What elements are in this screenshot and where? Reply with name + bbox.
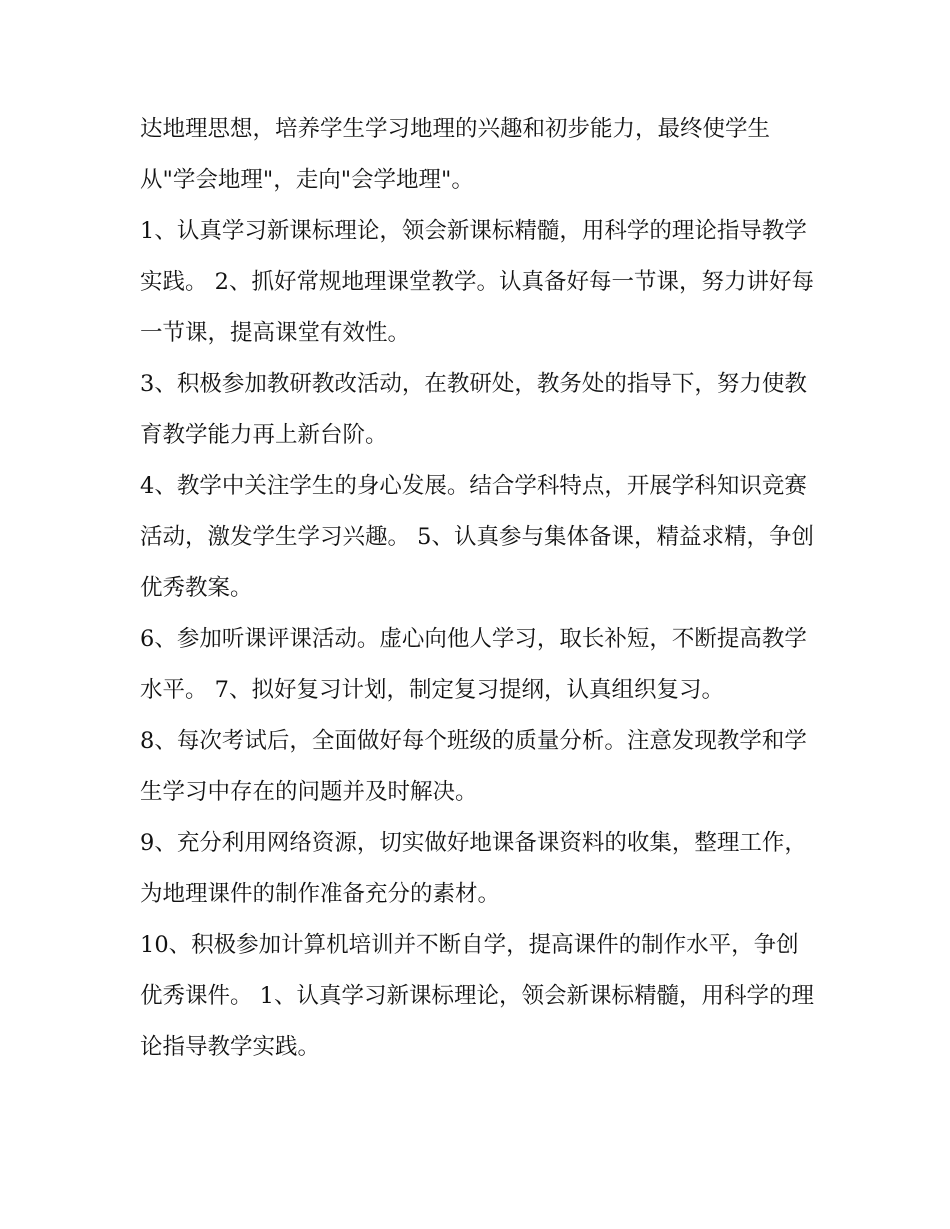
paragraph-6: 8、每次考试后，全面做好每个班级的质量分析。注意发现教学和学生学习中存在的问题并及时解决。: [140, 728, 807, 805]
paragraph-5: 6、参加听课评课活动。虚心向他人学习，取长补短，不断提高教学水平。 7、拟好复习计划，制定复习提纲，认真组织复习。: [140, 626, 807, 703]
paragraph-8: 10、积极参加计算机培训并不断自学，提高课件的制作水平，争创优秀课件。 1、认真学习新课标理论，领会新课标精髓，用科学的理论指导教学实践。: [140, 932, 814, 1060]
document-body: [140, 104, 820, 1073]
paragraph-7: 9、充分利用网络资源，切实做好地课备课资料的收集，整理工作，为地理课件的制作准备充分的素材。: [140, 830, 807, 907]
paragraph-4: 4、教学中关注学生的身心发展。结合学科特点，开展学科知识竞赛活动，激发学生学习兴趣。 5、认真参与集体备课，精益求精，争创优秀教案。: [140, 473, 814, 601]
paragraph-1: 达地理思想，培养学生学习地理的兴趣和初步能力，最终使学生从"学会地理"，走向"会学地理"。: [140, 116, 771, 193]
paragraph-3: 3、积极参加教研教改活动，在教研处，教务处的指导下，努力使教育教学能力再上新台阶。: [140, 371, 807, 448]
paragraph-2: 1、认真学习新课标理论，领会新课标精髓，用科学的理论指导教学实践。 2、抓好常规地理课堂教学。认真备好每一节课，努力讲好每一节课，提高课堂有效性。: [140, 218, 814, 346]
